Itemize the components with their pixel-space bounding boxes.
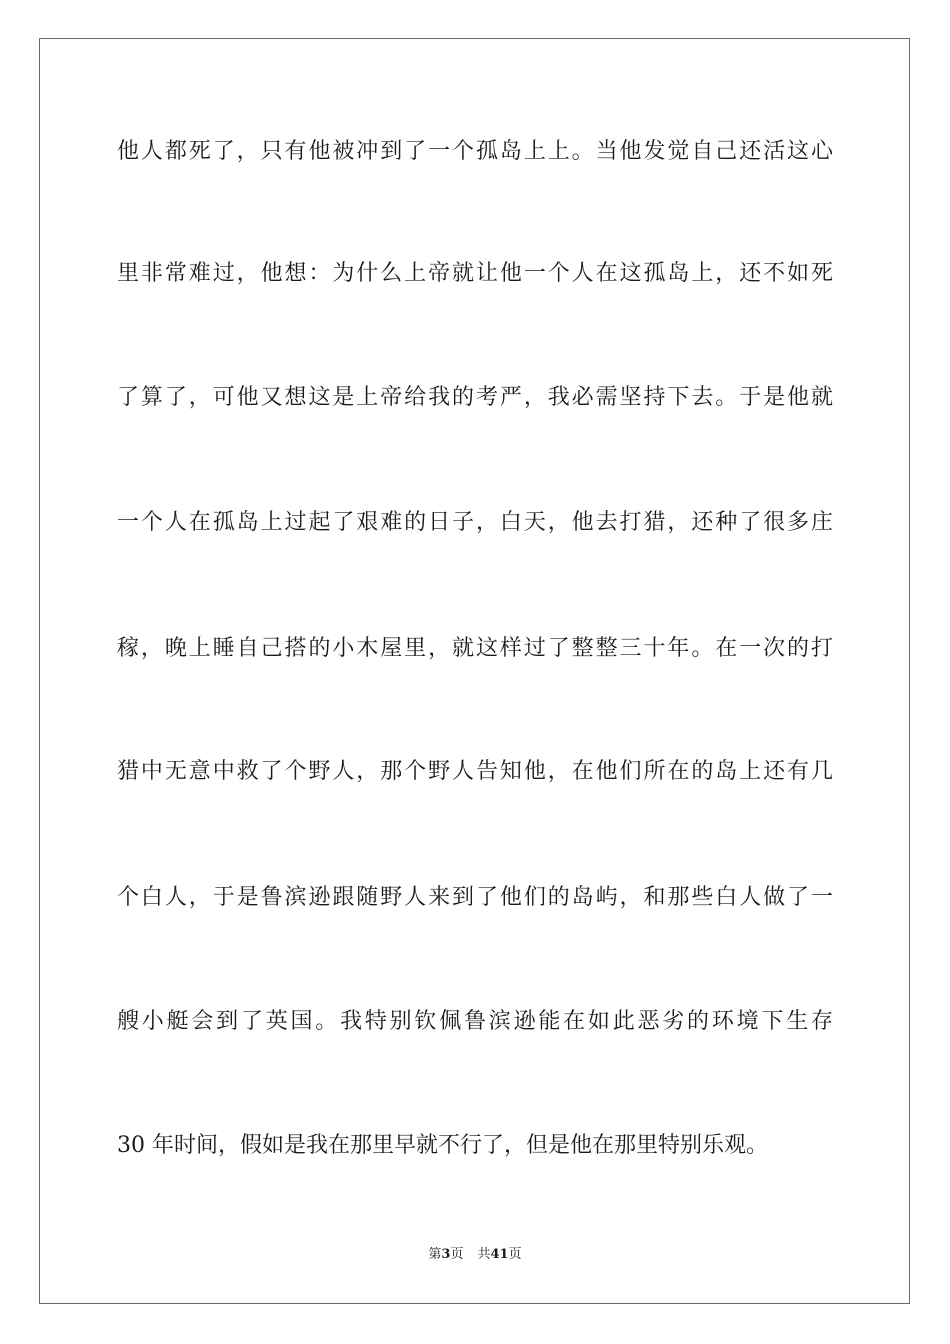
total-prefix: 共	[477, 1247, 491, 1262]
body-text-line-4: 一个人在孤岛上过起了艰难的日子，白天，他去打猎，还种了很多庄	[117, 510, 833, 535]
body-text-line-1: 他人都死了，只有他被冲到了一个孤岛上上。当他发觉自己还活这心	[117, 139, 833, 164]
body-text-line-3: 了算了，可他又想这是上帝给我的考严，我必需坚持下去。于是他就	[117, 385, 833, 410]
total-suffix: 页	[508, 1247, 522, 1262]
page-frame	[39, 38, 910, 1304]
current-page-number: 3	[441, 1247, 451, 1262]
body-text-line-9: 30 年时间，假如是我在那里早就不行了，但是他在那里特别乐观。	[117, 1133, 768, 1158]
body-text-line-8: 艘小艇会到了英国。我特别钦佩鲁滨逊能在如此恶劣的环境下生存	[117, 1009, 833, 1034]
body-text-line-5: 稼，晚上睡自己搭的小木屋里，就这样过了整整三十年。在一次的打	[117, 636, 833, 661]
page-suffix: 页	[450, 1247, 464, 1262]
body-text-line-7: 个白人，于是鲁滨逊跟随野人来到了他们的岛屿，和那些白人做了一	[117, 885, 833, 910]
body-text-line-2: 里非常难过，他想：为什么上帝就让他一个人在这孤岛上，还不如死	[117, 261, 833, 286]
body-text-line-6: 猎中无意中救了个野人，那个野人告知他，在他们所在的岛上还有几	[117, 759, 833, 784]
total-page-number: 41	[490, 1247, 509, 1262]
page-prefix: 第	[428, 1247, 442, 1262]
page-footer	[0, 1246, 950, 1264]
